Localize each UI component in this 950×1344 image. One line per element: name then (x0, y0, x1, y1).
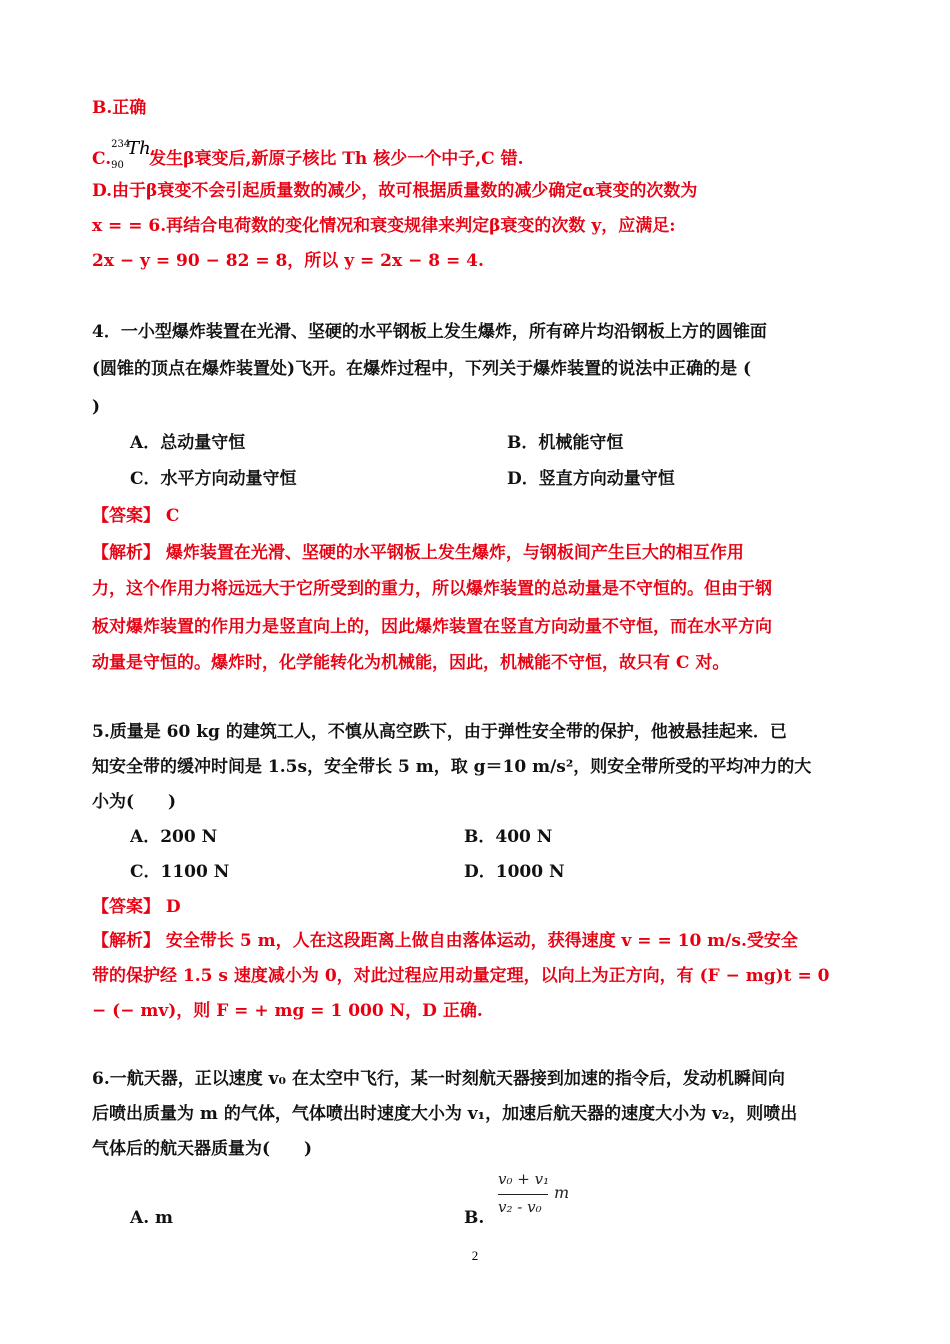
q5-option-c: C．1100 N (130, 862, 230, 882)
q6-option-a: A. m (130, 1208, 174, 1228)
q4-analysis-line1: 【解析】 爆炸装置在光滑、坚硬的水平钢板上发生爆炸，与钢板间产生巨大的相互作用 (92, 543, 744, 563)
q6-stem-line2: 后喷出质量为 m 的气体，气体喷出时速度大小为 v₁，加速后航天器的速度大小为 v₂，则喷出 (92, 1104, 798, 1124)
q6-stem-line1: 6.一航天器，正以速度 v₀ 在太空中飞行，某一时刻航天器接到加速的指令后，发动机瞬间向 (92, 1069, 785, 1089)
q5-analysis-line1: 【解析】 安全带长 5 m，人在这段距离上做自由落体运动，获得速度 v = = 10 m/s.受安全 (92, 931, 798, 951)
q5-option-a: A．200 N (130, 827, 218, 847)
q4-analysis-line4: 动量是守恒的。爆炸时，化学能转化为机械能，因此，机械能不守恒，故只有 C 对。 (92, 653, 730, 673)
q6-stem-line3: 气体后的航天器质量为( ) (92, 1139, 313, 1159)
q4-option-b: B．机械能守恒 (507, 433, 624, 453)
isotope-symbol: Th (127, 138, 151, 159)
q3-option-d-line1: D.由于β衰变不会引起质量数的减少，故可根据质量数的减少确定α衰变的次数为 (92, 181, 698, 201)
thorium-isotope (111, 138, 151, 171)
q5-stem-line3: 小为( ) (92, 792, 177, 812)
q3-option-d-line3: 2x − y = 90 − 82 = 8，所以 y = 2x − 8 = 4. (92, 251, 484, 271)
page-number: 2 (471, 1248, 479, 1263)
q5-analysis-line2: 带的保护经 1.5 s 速度减小为 0，对此过程应用动量定理，以向上为正方向，有 (F − mg)t = 0 (92, 966, 830, 986)
q3-option-c-prefix: C. (92, 149, 112, 169)
q5-analysis-line3: − (− mv)，则 F = + mg = 1 000 N，D 正确. (92, 1001, 483, 1021)
q5-option-d: D．1000 N (464, 862, 565, 882)
q4-stem-line2: (圆锥的顶点在爆炸装置处)飞开。在爆炸过程中，下列关于爆炸装置的说法中正确的是 ( (92, 359, 752, 379)
q3-option-c-explanation (92, 138, 524, 171)
q5-stem-line1: 5.质量是 60 kg 的建筑工人，不慎从高空跌下，由于弹性安全带的保护，他被悬挂起来．已 (92, 722, 787, 742)
q4-analysis-line2: 力，这个作用力将远远大于它所受到的重力，所以爆炸装置的总动量是不守恒的。但由于钢 (92, 579, 772, 599)
q4-option-c: C．水平方向动量守恒 (130, 469, 297, 489)
fraction-numerator: v₀ + v₁ (498, 1170, 550, 1188)
q4-stem-line1: 4．一小型爆炸装置在光滑、坚硬的水平钢板上发生爆炸，所有碎片均沿钢板上方的圆锥面 (92, 322, 767, 342)
q5-option-b: B．400 N (464, 827, 553, 847)
isotope-atomic-number: 90 (111, 160, 124, 171)
q3-option-d-line2: x = = 6.再结合电荷数的变化情况和衰变规律来判定β衰变的次数 y，应满足: (92, 216, 676, 236)
q6-option-b-label: B. (464, 1208, 485, 1228)
q5-stem-line2: 知安全带的缓冲时间是 1.5s，安全带长 5 m，取 g＝10 m/s²，则安全带所受的平均冲力的大 (92, 757, 812, 777)
q3-option-b-explanation: B.正确 (92, 98, 147, 118)
q4-stem-line3: ) (92, 397, 101, 417)
q4-analysis-line3: 板对爆炸装置的作用力是竖直向上的，因此爆炸装置在竖直方向动量不守恒，而在水平方向 (92, 617, 772, 637)
q4-answer: 【答案】 C (92, 506, 180, 526)
isotope-mass-number: 234 (111, 139, 131, 150)
q4-option-d: D．竖直方向动量守恒 (507, 469, 675, 489)
q4-option-a: A．总动量守恒 (130, 433, 246, 453)
q3-option-c-text: 发生β衰变后,新原子核比 Th 核少一个中子,C 错. (149, 149, 524, 169)
fraction-bar (498, 1194, 548, 1195)
fraction-denominator: v₂ - v₀ (498, 1198, 542, 1216)
fraction-multiplier: m (554, 1183, 570, 1202)
q5-answer: 【答案】 D (92, 897, 181, 917)
